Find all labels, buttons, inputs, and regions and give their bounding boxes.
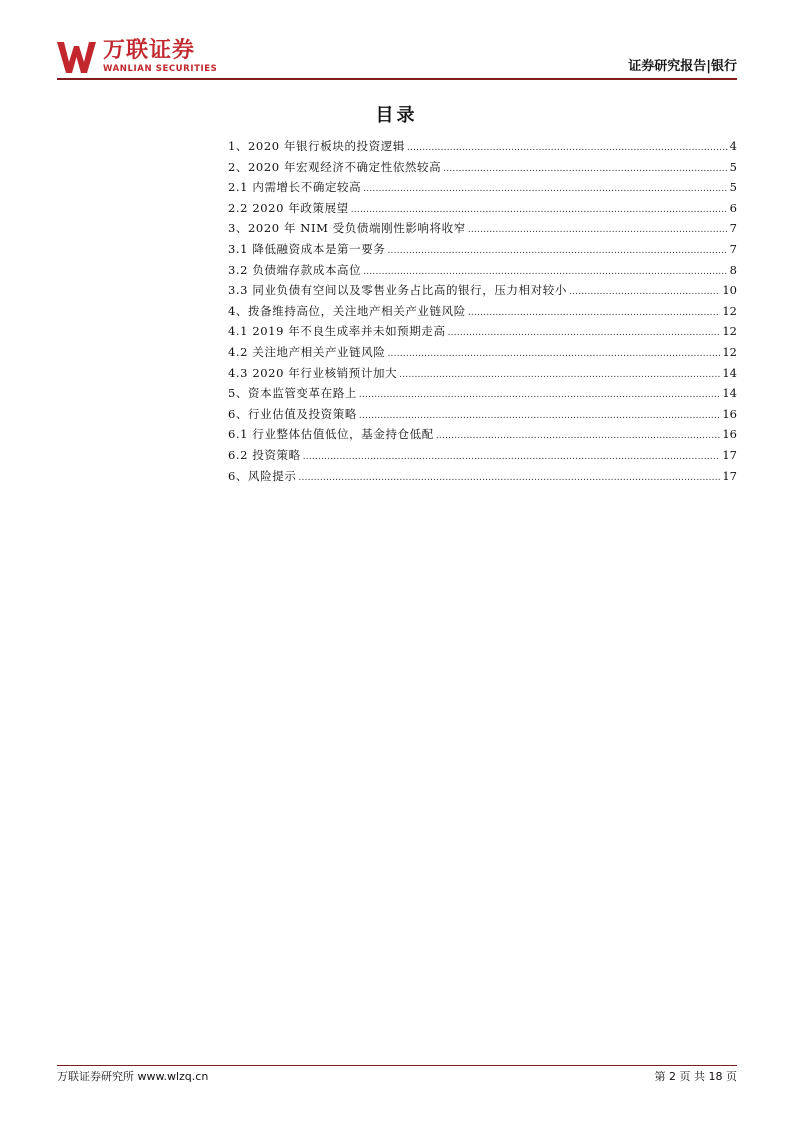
toc-entry-title: 3、2020 年 NIM 受负债端刚性影响将收窄 bbox=[228, 221, 466, 236]
toc-leader-dots bbox=[298, 468, 720, 489]
toc-leader-dots bbox=[363, 179, 727, 200]
toc-entry-title: 6、风险提示 bbox=[228, 468, 297, 483]
toc-entry-title: 4.2 关注地产相关产业链风险 bbox=[228, 344, 386, 359]
footer-divider bbox=[57, 1065, 737, 1066]
toc-leader-dots bbox=[399, 365, 720, 386]
footer-institute: 万联证券研究所 www.wlzq.cn bbox=[57, 1070, 209, 1083]
report-category-tag: 证券研究报告|银行 bbox=[628, 59, 737, 74]
toc-entry-title: 2.1 内需增长不确定较高 bbox=[228, 180, 362, 195]
toc-entry[interactable] bbox=[228, 301, 737, 322]
toc-leader-dots bbox=[569, 282, 720, 303]
toc-title: 目录 bbox=[375, 105, 418, 126]
logo-chinese-name: 万联证券 bbox=[103, 38, 196, 63]
company-logo bbox=[57, 38, 227, 78]
page-header bbox=[57, 38, 737, 82]
toc-leader-dots bbox=[351, 200, 728, 221]
toc-leader-dots bbox=[359, 406, 720, 427]
toc-entry-page: 14 bbox=[722, 386, 737, 401]
toc-entry-title: 6、行业估值及投资策略 bbox=[228, 406, 357, 421]
toc-entry-page: 5 bbox=[729, 159, 737, 174]
toc-entry[interactable] bbox=[228, 218, 737, 239]
toc-entry-page: 4 bbox=[729, 139, 737, 153]
toc-leader-dots bbox=[387, 344, 720, 365]
toc-entry-title: 3.1 降低融资成本是第一要务 bbox=[228, 241, 386, 256]
toc-entry-page: 12 bbox=[722, 324, 737, 339]
toc-entry-title: 4、拨备维持高位，关注地产相关产业链风险 bbox=[228, 303, 466, 318]
toc-entry-title: 5、资本监管变革在路上 bbox=[228, 386, 357, 401]
toc-entry-title: 4.3 2020 年行业核销预计加大 bbox=[228, 365, 398, 380]
toc-entry[interactable] bbox=[228, 198, 737, 219]
toc-leader-dots bbox=[407, 138, 728, 159]
toc-entry-page: 8 bbox=[729, 262, 737, 277]
toc-entry[interactable] bbox=[228, 363, 737, 384]
toc-leader-dots bbox=[363, 262, 727, 283]
toc-entry[interactable] bbox=[228, 239, 737, 260]
toc-entry[interactable] bbox=[228, 342, 737, 363]
toc-entry[interactable] bbox=[228, 445, 737, 466]
table-of-contents bbox=[228, 136, 737, 486]
toc-leader-dots bbox=[468, 303, 721, 324]
toc-leader-dots bbox=[303, 447, 721, 468]
toc-leader-dots bbox=[443, 159, 727, 180]
wanlian-logo-icon bbox=[57, 40, 97, 74]
toc-leader-dots bbox=[359, 385, 720, 406]
toc-entry-title: 3.2 负债端存款成本高位 bbox=[228, 262, 362, 277]
toc-entry[interactable] bbox=[228, 260, 737, 281]
toc-leader-dots bbox=[387, 241, 727, 262]
toc-leader-dots bbox=[468, 220, 728, 241]
toc-entry-page: 12 bbox=[722, 344, 737, 359]
toc-entry[interactable] bbox=[228, 383, 737, 404]
toc-entry[interactable] bbox=[228, 157, 737, 178]
toc-entry-page: 16 bbox=[722, 406, 737, 421]
toc-entry-title: 4.1 2019 年不良生成率并未如预期走高 bbox=[228, 324, 446, 339]
toc-entry-page: 6 bbox=[729, 200, 737, 215]
header-divider bbox=[57, 78, 737, 80]
toc-entry[interactable] bbox=[228, 424, 737, 445]
toc-entry-title: 1、2020 年银行板块的投资逻辑 bbox=[228, 139, 405, 153]
toc-entry[interactable] bbox=[228, 466, 737, 487]
toc-entry-page: 10 bbox=[722, 283, 737, 298]
toc-entry-title: 2.2 2020 年政策展望 bbox=[228, 200, 349, 215]
toc-entry[interactable] bbox=[228, 321, 737, 342]
toc-entry-title: 2、2020 年宏观经济不确定性依然较高 bbox=[228, 159, 442, 174]
toc-entry-page: 16 bbox=[722, 427, 737, 442]
toc-leader-dots bbox=[448, 323, 721, 344]
toc-leader-dots bbox=[436, 426, 721, 447]
logo-english-name: WANLIAN SECURITIES bbox=[103, 64, 218, 74]
footer-page-number: 第 2 页 共 18 页 bbox=[654, 1070, 737, 1083]
toc-entry[interactable] bbox=[228, 404, 737, 425]
toc-entry-page: 17 bbox=[722, 447, 737, 462]
toc-entry-page: 14 bbox=[722, 365, 737, 380]
toc-entry-title: 3.3 同业负债有空间以及零售业务占比高的银行，压力相对较小 bbox=[228, 283, 567, 298]
toc-entry-page: 5 bbox=[729, 180, 737, 195]
toc-entry[interactable] bbox=[228, 280, 737, 301]
toc-entry[interactable] bbox=[228, 136, 737, 157]
toc-entry-page: 12 bbox=[722, 303, 737, 318]
toc-entry-title: 6.2 投资策略 bbox=[228, 447, 301, 462]
toc-entry[interactable] bbox=[228, 177, 737, 198]
toc-entry-page: 7 bbox=[729, 241, 737, 256]
toc-entry-page: 7 bbox=[729, 221, 737, 236]
toc-entry-title: 6.1 行业整体估值低位，基金持仓低配 bbox=[228, 427, 434, 442]
toc-entry-page: 17 bbox=[722, 468, 737, 483]
